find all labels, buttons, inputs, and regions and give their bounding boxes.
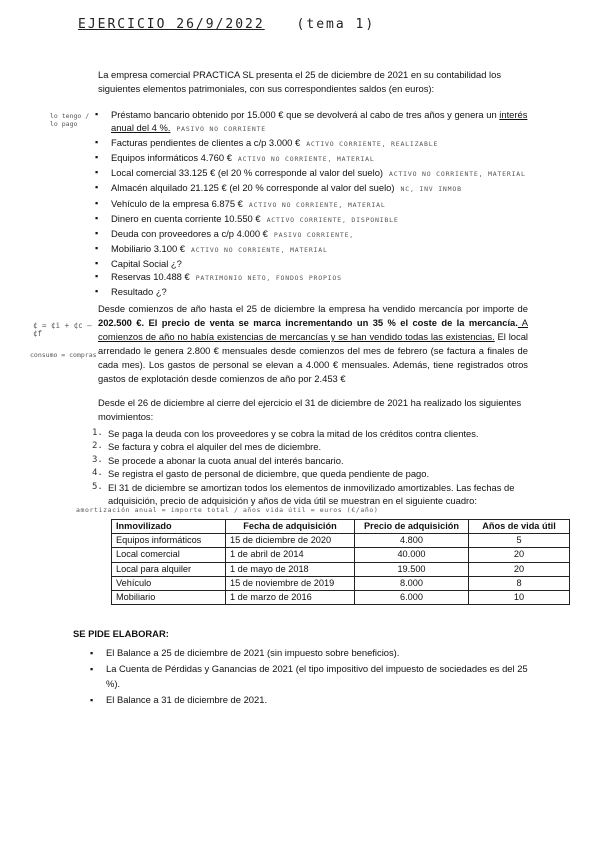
column-header: Fecha de adquisición	[226, 520, 355, 534]
table-cell: 20	[469, 562, 570, 576]
item-text: Se factura y cobra el alquiler del mes de diciembre.	[108, 441, 322, 453]
column-header: Años de vida útil	[469, 520, 570, 534]
item-note: ACTIVO NO CORRIENTE, MATERIAL	[237, 155, 375, 164]
table-cell: 19.500	[355, 562, 469, 576]
column-header: Precio de adquisición	[355, 520, 469, 534]
table-cell: 10	[469, 591, 570, 605]
item-number: 3.	[92, 454, 103, 465]
item-note: ACTIVO CORRIENTE, REALIZABLE	[306, 140, 439, 149]
item-text: El 31 de diciembre se amortizan todos los elementos de inmovilizado amortizables. Las fechas de adquisición, precio de adquisición y años de vida útil se muestran en el siguiente cuadro:	[108, 481, 515, 507]
fixed-assets-table	[111, 519, 570, 605]
requirements-heading: SE PIDE ELABORAR:	[73, 628, 169, 639]
item-note: PASIVO NO CORRIENTE	[176, 125, 266, 134]
table-row	[112, 576, 570, 590]
list-item: ▪ El Balance a 25 de diciembre de 2021 (sin impuesto sobre beneficios).	[88, 646, 543, 660]
item-text: Se registra el gasto de personal de diciembre, que queda pendiente de pago.	[108, 468, 430, 480]
movements-intro: Desde el 26 de diciembre al cierre del ejercicio el 31 de diciembre de 2021 ha realizado los siguientes movimientos:	[98, 397, 522, 422]
table-cell: 8	[469, 576, 570, 590]
item-text: Dinero en cuenta corriente 10.550 €	[111, 212, 261, 224]
table-cell: 15 de diciembre de 2020	[226, 534, 355, 548]
list-item	[93, 227, 533, 242]
list-item	[92, 427, 532, 440]
list-item: ▪ La Cuenta de Pérdidas y Ganancias de 2021 (el tipo impositivo del impuesto de sociedades es del 25 %).	[88, 662, 543, 691]
list-item	[93, 212, 533, 227]
table-cell: 15 de noviembre de 2019	[226, 576, 355, 590]
item-text-underlined: interés anual del 4 %.	[111, 109, 528, 134]
list-item	[93, 270, 533, 285]
table-cell: Local para alquiler	[112, 562, 226, 576]
item-text: Resultado ¿?	[111, 286, 167, 298]
item-text: Vehículo de la empresa 6.875 €	[111, 197, 243, 209]
list-item	[93, 242, 533, 257]
sales-text-d: El local arrendado le genera 2.800 € mensuales desde comienzos del mes de febrero (se factura a finales de cada mes). Los gastos de personal se elevan a 4.000 € mensuales. Además, tiene registrados otros gastos de explotación desde comienzos de año por 2.453 €	[98, 331, 528, 384]
title-text: EJERCICIO 26/9/2022	[78, 17, 265, 32]
item-text: Facturas pendientes de clientes a c/p 3.000 €	[111, 137, 301, 149]
table-cell: 1 de abril de 2014	[226, 548, 355, 562]
item-number: 5.	[92, 481, 103, 492]
table-cell: 1 de marzo de 2016	[226, 591, 355, 605]
table-row	[112, 591, 570, 605]
intro-text-1: La empresa comercial	[98, 69, 193, 80]
table-header-row	[112, 520, 570, 534]
requirements-list	[88, 646, 543, 709]
list-item	[93, 181, 533, 196]
list-item	[93, 257, 533, 270]
item-text: Equipos informáticos 4.760 €	[111, 152, 232, 164]
list-item	[92, 481, 532, 508]
sales-text-b: 202.500 €. El precio de venta se marca incrementando un 35 % el coste de la mercancía.	[98, 317, 518, 328]
table-row	[112, 548, 570, 562]
table-cell: Local comercial	[112, 548, 226, 562]
table-row	[112, 534, 570, 548]
item-note: ACTIVO CORRIENTE, DISPONIBLE	[266, 215, 399, 224]
item-note: ACTIVO NO CORRIENTE, MATERIAL	[248, 200, 386, 209]
table-cell: 8.000	[355, 576, 469, 590]
item-text: Se paga la deuda con los proveedores y se cobra la mitad de los créditos contra clientes.	[108, 428, 479, 439]
item-note: ACTIVO NO CORRIENTE, MATERIAL	[191, 245, 328, 254]
item-note: PATRIMONIO NETO, FONDOS PROPIOS	[195, 274, 342, 283]
movements-list	[92, 427, 532, 507]
list-item	[93, 166, 533, 181]
item-text: Préstamo bancario obtenido por 15.000 € que se devolverá al cabo de tres años y genera un	[111, 109, 500, 120]
item-text: Capital Social ¿?	[111, 257, 182, 269]
list-item: ▪ El Balance a 31 de diciembre de 2021.	[88, 693, 543, 707]
item-text: Deuda con proveedores a c/p 4.000 €	[111, 227, 268, 239]
item-note: NC, INV INMOB	[400, 185, 462, 194]
table-cell: Vehículo	[112, 576, 226, 590]
table-cell: 1 de mayo de 2018	[226, 562, 355, 576]
company-name: PRACTICA SL	[192, 69, 254, 80]
column-header: Inmovilizado	[112, 520, 226, 534]
sales-text-a: Desde comienzos de año hasta el 25 de diciembre la empresa ha vendido mercancía por importe de	[98, 303, 528, 314]
table-cell: Equipos informáticos	[112, 534, 226, 548]
page-title	[78, 17, 375, 32]
list-item	[93, 197, 533, 212]
item-text: Local comercial 33.125 € (el 20 % corresponde al valor del suelo)	[111, 167, 384, 179]
margin-note-consumo: consumo = compras	[30, 351, 97, 359]
table-cell: 6.000	[355, 591, 469, 605]
table-cell: 40.000	[355, 548, 469, 562]
item-note: PASIVO CORRIENTE,	[273, 230, 355, 239]
list-item	[93, 151, 533, 166]
list-item	[92, 440, 532, 453]
item-number: 4.	[92, 468, 103, 479]
table-row	[112, 562, 570, 576]
list-item	[92, 454, 532, 467]
intro-text-2: presenta el 25 de diciembre de 2021 en su contabilidad los siguientes elementos patrimoniales, con sus correspondientes saldos (en euros):	[98, 69, 502, 94]
list-item	[93, 136, 533, 151]
table-cell: 5	[469, 534, 570, 548]
item-text: Reservas 10.488 €	[111, 271, 190, 283]
item-number: 1.	[92, 428, 103, 438]
margin-note-equation: ¢ = ¢i + ¢c – ¢f	[33, 321, 92, 338]
item-number: 2.	[92, 441, 103, 452]
item-text: Almacén alquilado 21.125 € (el 20 % corresponde al valor del suelo)	[111, 182, 395, 194]
title-tag: (tema 1)	[296, 17, 376, 32]
list-item	[93, 108, 533, 136]
intro-paragraph	[98, 68, 528, 96]
sales-text-c: A comienzos de año no había existencias de mercancías y se han vendido todas las existencias.	[98, 317, 528, 342]
table-cell: 4.800	[355, 534, 469, 548]
handwritten-formula: amortización anual = importe total / años vida útil = euros (€/año)	[76, 506, 379, 514]
table-cell: 20	[469, 548, 570, 562]
item-text: Se procede a abonar la cuota anual del interés bancario.	[108, 454, 344, 466]
sales-paragraph	[98, 302, 528, 386]
item-note: ACTIVO NO CORRIENTE, MATERIAL	[389, 170, 526, 179]
item-text: Mobiliario 3.100 €	[111, 242, 186, 254]
list-item	[93, 285, 533, 298]
margin-note-top: lo tengo / lo pago	[50, 112, 90, 128]
patrimonial-items-list	[93, 108, 533, 298]
table-cell: Mobiliario	[112, 591, 226, 605]
list-item	[92, 467, 532, 480]
